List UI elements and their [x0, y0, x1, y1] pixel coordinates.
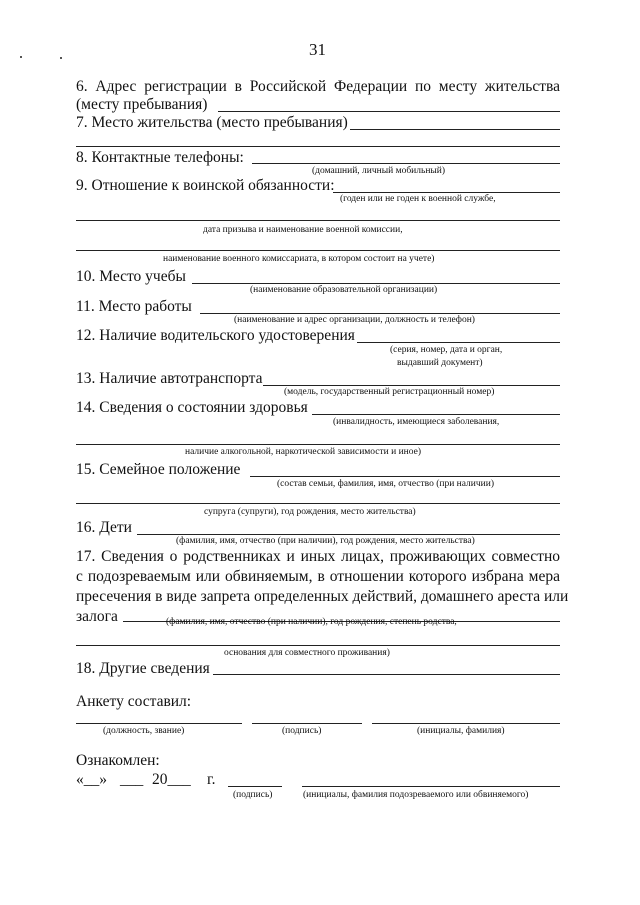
item-17-label-line2: с подозреваемым или обвиняемым, в отношении которого избрана мера — [76, 568, 560, 585]
item-9-hint-1: (годен или не годен к военной службе, — [340, 194, 496, 204]
item-10-hint: (наименование образовательной организации) — [250, 285, 438, 295]
item-6-field[interactable] — [218, 111, 560, 112]
acknowledged-name-hint: (инициалы, фамилия подозреваемого или обвиняемого) — [303, 790, 529, 800]
date-day-field[interactable]: «__» — [76, 771, 107, 788]
item-15-hint-2: супруга (супруги), год рождения, место жительства) — [204, 507, 416, 517]
compiled-name-hint: (инициалы, фамилия) — [417, 726, 505, 736]
item-9-field[interactable] — [333, 192, 560, 193]
compiled-by-label: Анкету составил: — [76, 693, 192, 710]
item-9-hint-2: дата призыва и наименование военной комиссии, — [203, 225, 403, 235]
item-7-field-cont[interactable] — [76, 146, 560, 147]
item-17-label-line1: 17. Сведения о родственниках и иных лицах, проживающих совместно — [76, 548, 560, 565]
page-number: 31 — [309, 40, 326, 59]
item-12-label: 12. Наличие водительского удостоверения — [76, 327, 355, 344]
item-15-hint-1: (состав семьи, фамилия, имя, отчество (при наличии) — [277, 479, 494, 489]
item-9-hint-3: наименование военного комиссариата, в котором состоит на учете) — [163, 254, 435, 264]
compiled-name-field[interactable] — [372, 723, 560, 724]
item-15-label: 15. Семейное положение — [76, 461, 241, 478]
date-suffix: г. — [207, 771, 216, 788]
item-16-hint: (фамилия, имя, отчество (при наличии), год рождения, место жительства) — [176, 536, 475, 546]
date-year-field[interactable]: 20___ — [152, 771, 191, 788]
item-10-field[interactable] — [192, 283, 560, 284]
date-month-field[interactable]: ___ — [120, 771, 144, 788]
item-14-label: 14. Сведения о состоянии здоровья — [76, 399, 308, 416]
item-13-label: 13. Наличие автотранспорта — [76, 370, 263, 387]
item-15-field-2[interactable] — [76, 503, 560, 504]
item-11-label: 11. Место работы — [76, 298, 192, 315]
item-18-field[interactable] — [213, 674, 560, 675]
item-14-hint-2: наличие алкогольной, наркотической зависимости и иное) — [185, 447, 421, 457]
item-9-label: 9. Отношение к воинской обязанности: — [76, 177, 335, 194]
item-15-field[interactable] — [250, 476, 560, 477]
item-7-label: 7. Место жительства (место пребывания) — [76, 114, 348, 131]
item-11-hint: (наименование и адрес организации, должность и телефон) — [234, 315, 475, 325]
acknowledged-signature-field[interactable] — [228, 786, 282, 787]
item-13-hint: (модель, государственный регистрационный номер) — [284, 387, 495, 397]
compiled-signature-field[interactable] — [252, 723, 362, 724]
item-16-field[interactable] — [137, 534, 560, 535]
item-8-field[interactable] — [252, 163, 560, 164]
item-18-label: 18. Другие сведения — [76, 660, 210, 677]
scan-speck — [20, 56, 22, 58]
item-13-field[interactable] — [263, 385, 560, 386]
item-14-hint-1: (инвалидность, имеющиеся заболевания, — [333, 417, 500, 427]
item-8-hint: (домашний, личный мобильный) — [312, 166, 446, 176]
item-17-hint-1: (фамилия, имя, отчество (при наличии), год рождения, степень родства, — [166, 617, 457, 627]
item-16-label: 16. Дети — [76, 519, 132, 536]
item-12-hint-2: выдавший документ) — [397, 358, 483, 368]
item-17-hint-2: основания для совместного проживания) — [224, 648, 390, 658]
scan-speck — [60, 57, 62, 59]
item-12-field[interactable] — [357, 342, 560, 343]
item-12-hint-1: (серия, номер, дата и орган, — [390, 345, 503, 355]
acknowledged-signature-hint: (подпись) — [233, 790, 273, 800]
item-17-field-2[interactable] — [76, 645, 560, 646]
compiled-position-field[interactable] — [76, 723, 242, 724]
item-14-field[interactable] — [312, 414, 560, 415]
item-11-field[interactable] — [200, 313, 560, 314]
item-7-field[interactable] — [350, 129, 560, 130]
item-9-field-3[interactable] — [76, 250, 560, 251]
acknowledged-label: Ознакомлен: — [76, 752, 160, 769]
acknowledged-name-field[interactable] — [302, 786, 560, 787]
compiled-signature-hint: (подпись) — [282, 726, 322, 736]
item-6-label-line2: (месту пребывания) — [76, 96, 208, 113]
item-9-field-2[interactable] — [76, 220, 560, 221]
item-8-label: 8. Контактные телефоны: — [76, 149, 244, 166]
item-10-label: 10. Место учебы — [76, 268, 186, 285]
item-6-label-line1: 6. Адрес регистрации в Российской Федерации по месту жительства — [76, 78, 560, 95]
item-17-label-line3: пресечения в виде запрета определенных действий, домашнего ареста или — [76, 588, 569, 605]
item-17-label-line4: залога — [76, 608, 118, 625]
compiled-position-hint: (должность, звание) — [103, 726, 185, 736]
item-14-field-2[interactable] — [76, 444, 560, 445]
